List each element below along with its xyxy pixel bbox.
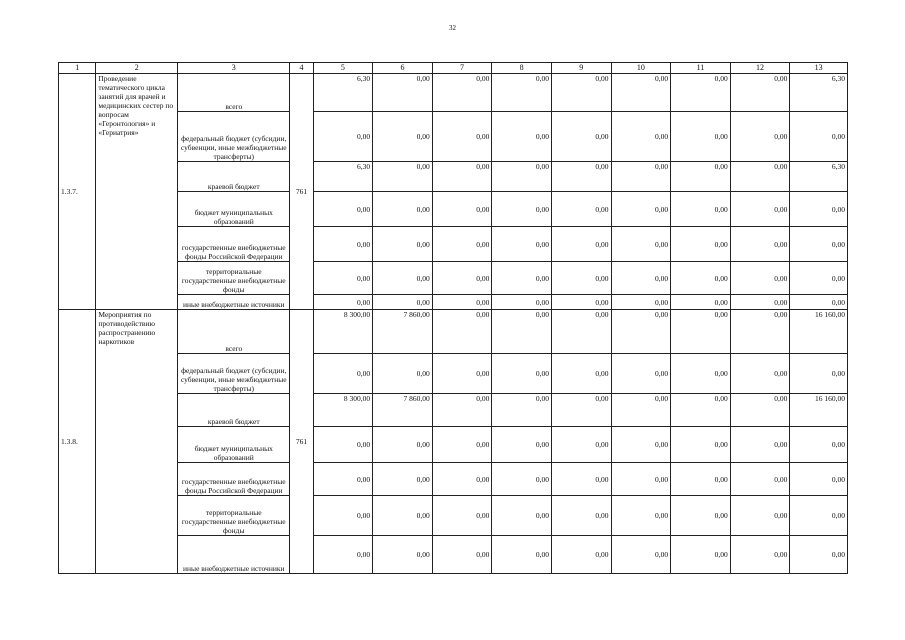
value-cell: 16 160,00 xyxy=(790,310,848,354)
value-cell: 0,00 xyxy=(551,162,611,192)
value-cell: 0,00 xyxy=(611,310,671,354)
value-cell: 0,00 xyxy=(730,162,790,192)
table-row xyxy=(59,496,848,536)
value-cell: 0,00 xyxy=(671,74,731,112)
value-cell: 0,00 xyxy=(671,536,731,574)
column-number-11: 11 xyxy=(671,63,731,74)
value-cell: 0,00 xyxy=(492,463,552,496)
value-cell: 0,00 xyxy=(313,536,373,574)
funding-source: государственные внебюджетные фонды Российской Федерации xyxy=(178,463,290,496)
value-cell: 0,00 xyxy=(373,192,433,227)
value-cell: 0,00 xyxy=(313,295,373,310)
value-cell: 0,00 xyxy=(313,192,373,227)
value-cell: 0,00 xyxy=(432,192,492,227)
column-number-row xyxy=(59,63,848,74)
table-row xyxy=(59,192,848,227)
column-number-5: 5 xyxy=(313,63,373,74)
value-cell: 0,00 xyxy=(373,354,433,394)
section-code: 1.3.7. xyxy=(59,74,96,310)
value-cell: 0,00 xyxy=(313,463,373,496)
funding-source: территориальные государственные внебюджетные фонды xyxy=(178,496,290,536)
value-cell: 0,00 xyxy=(730,427,790,463)
table-row xyxy=(59,354,848,394)
value-cell: 0,00 xyxy=(551,295,611,310)
value-cell: 0,00 xyxy=(611,496,671,536)
section-code: 1.3.8. xyxy=(59,310,96,574)
value-cell: 0,00 xyxy=(551,463,611,496)
value-cell: 0,00 xyxy=(730,394,790,427)
value-cell: 0,00 xyxy=(790,536,848,574)
value-cell: 0,00 xyxy=(671,496,731,536)
value-cell: 6,30 xyxy=(790,162,848,192)
value-cell: 0,00 xyxy=(432,354,492,394)
table-row xyxy=(59,295,848,310)
value-cell: 0,00 xyxy=(432,310,492,354)
value-cell: 0,00 xyxy=(313,112,373,162)
value-cell: 0,00 xyxy=(730,310,790,354)
column-number-3: 3 xyxy=(178,63,290,74)
table-row xyxy=(59,227,848,262)
value-cell: 0,00 xyxy=(730,295,790,310)
value-cell: 0,00 xyxy=(671,162,731,192)
value-cell: 0,00 xyxy=(611,74,671,112)
value-cell: 0,00 xyxy=(492,74,552,112)
value-cell: 0,00 xyxy=(373,112,433,162)
value-cell: 0,00 xyxy=(373,295,433,310)
value-cell: 0,00 xyxy=(492,354,552,394)
value-cell: 0,00 xyxy=(730,496,790,536)
value-cell: 0,00 xyxy=(492,310,552,354)
funding-source: государственные внебюджетные фонды Российской Федерации xyxy=(178,227,290,262)
column-number-6: 6 xyxy=(373,63,433,74)
value-cell: 0,00 xyxy=(492,227,552,262)
funding-source: бюджет муниципальных образований xyxy=(178,192,290,227)
value-cell: 0,00 xyxy=(432,262,492,295)
value-cell: 6,30 xyxy=(313,162,373,192)
value-cell: 0,00 xyxy=(611,463,671,496)
column-number-10: 10 xyxy=(611,63,671,74)
value-cell: 6,30 xyxy=(313,74,373,112)
column-number-4: 4 xyxy=(290,63,313,74)
value-cell: 0,00 xyxy=(432,496,492,536)
section-title: Проведение тематического цикла занятий для врачей и медицинских сестер по вопросам «Геронтология» и «Гериатрия» xyxy=(96,74,178,310)
value-cell: 0,00 xyxy=(432,536,492,574)
table-row xyxy=(59,536,848,574)
value-cell: 0,00 xyxy=(671,112,731,162)
value-cell: 0,00 xyxy=(551,354,611,394)
value-cell: 0,00 xyxy=(611,112,671,162)
value-cell: 0,00 xyxy=(432,463,492,496)
value-cell: 0,00 xyxy=(671,192,731,227)
value-cell: 0,00 xyxy=(373,262,433,295)
value-cell: 0,00 xyxy=(611,354,671,394)
value-cell: 0,00 xyxy=(730,227,790,262)
value-cell: 0,00 xyxy=(492,394,552,427)
table-row xyxy=(59,394,848,427)
value-cell: 0,00 xyxy=(373,463,433,496)
value-cell: 0,00 xyxy=(790,354,848,394)
funding-source: иные внебюджетные источники xyxy=(178,295,290,310)
column-number-12: 12 xyxy=(730,63,790,74)
value-cell: 0,00 xyxy=(492,162,552,192)
value-cell: 0,00 xyxy=(373,162,433,192)
column-number-9: 9 xyxy=(551,63,611,74)
value-cell: 0,00 xyxy=(611,262,671,295)
value-cell: 0,00 xyxy=(492,496,552,536)
value-cell: 0,00 xyxy=(492,192,552,227)
value-cell: 7 860,00 xyxy=(373,310,433,354)
value-cell: 0,00 xyxy=(551,394,611,427)
table-row xyxy=(59,427,848,463)
value-cell: 0,00 xyxy=(313,496,373,536)
funding-source: всего xyxy=(178,310,290,354)
value-cell: 0,00 xyxy=(551,427,611,463)
value-cell: 0,00 xyxy=(492,427,552,463)
value-cell: 0,00 xyxy=(790,496,848,536)
value-cell: 16 160,00 xyxy=(790,394,848,427)
grbs-code: 761 xyxy=(290,310,313,574)
value-cell: 0,00 xyxy=(551,192,611,227)
value-cell: 0,00 xyxy=(611,192,671,227)
funding-source: всего xyxy=(178,74,290,112)
value-cell: 0,00 xyxy=(790,227,848,262)
value-cell: 0,00 xyxy=(432,394,492,427)
table-row xyxy=(59,162,848,192)
value-cell: 0,00 xyxy=(551,262,611,295)
value-cell: 0,00 xyxy=(671,427,731,463)
column-number-13: 13 xyxy=(790,63,848,74)
funding-source: территориальные государственные внебюджетные фонды xyxy=(178,262,290,295)
column-number-2: 2 xyxy=(96,63,178,74)
value-cell: 0,00 xyxy=(551,112,611,162)
funding-source: краевой бюджет xyxy=(178,394,290,427)
value-cell: 0,00 xyxy=(432,295,492,310)
value-cell: 0,00 xyxy=(551,310,611,354)
table-row xyxy=(59,463,848,496)
value-cell: 0,00 xyxy=(373,74,433,112)
value-cell: 0,00 xyxy=(671,463,731,496)
value-cell: 0,00 xyxy=(790,463,848,496)
table-row xyxy=(59,112,848,162)
column-number-8: 8 xyxy=(492,63,552,74)
value-cell: 0,00 xyxy=(730,112,790,162)
value-cell: 0,00 xyxy=(492,295,552,310)
value-cell: 0,00 xyxy=(313,262,373,295)
column-number-1: 1 xyxy=(59,63,96,74)
value-cell: 0,00 xyxy=(432,427,492,463)
table-row xyxy=(59,262,848,295)
grbs-code: 761 xyxy=(290,74,313,310)
value-cell: 0,00 xyxy=(373,427,433,463)
value-cell: 0,00 xyxy=(730,536,790,574)
value-cell: 0,00 xyxy=(492,262,552,295)
funding-source: федеральный бюджет (субсидии, субвенции, иные межбюджетные трансферты) xyxy=(178,112,290,162)
value-cell: 0,00 xyxy=(313,427,373,463)
value-cell: 0,00 xyxy=(611,536,671,574)
value-cell: 0,00 xyxy=(790,192,848,227)
table-row xyxy=(59,74,848,112)
value-cell: 0,00 xyxy=(790,112,848,162)
value-cell: 0,00 xyxy=(611,162,671,192)
page-number: 32 xyxy=(449,24,456,32)
budget-table xyxy=(58,62,848,574)
value-cell: 0,00 xyxy=(730,463,790,496)
value-cell: 0,00 xyxy=(492,112,552,162)
value-cell: 0,00 xyxy=(671,262,731,295)
value-cell: 8 300,00 xyxy=(313,394,373,427)
value-cell: 0,00 xyxy=(671,354,731,394)
funding-source: краевой бюджет xyxy=(178,162,290,192)
value-cell: 0,00 xyxy=(432,162,492,192)
value-cell: 0,00 xyxy=(611,394,671,427)
value-cell: 0,00 xyxy=(432,227,492,262)
value-cell: 0,00 xyxy=(313,227,373,262)
funding-source: иные внебюджетные источники xyxy=(178,536,290,574)
value-cell: 0,00 xyxy=(432,74,492,112)
value-cell: 0,00 xyxy=(730,262,790,295)
value-cell: 0,00 xyxy=(551,227,611,262)
value-cell: 6,30 xyxy=(790,74,848,112)
value-cell: 0,00 xyxy=(790,427,848,463)
value-cell: 0,00 xyxy=(611,227,671,262)
value-cell: 0,00 xyxy=(551,536,611,574)
value-cell: 0,00 xyxy=(730,74,790,112)
value-cell: 0,00 xyxy=(671,394,731,427)
value-cell: 0,00 xyxy=(730,354,790,394)
value-cell: 0,00 xyxy=(611,295,671,310)
value-cell: 0,00 xyxy=(671,227,731,262)
value-cell: 0,00 xyxy=(432,112,492,162)
funding-source: федеральный бюджет (субсидии, субвенции, иные межбюджетные трансферты) xyxy=(178,354,290,394)
value-cell: 8 300,00 xyxy=(313,310,373,354)
value-cell: 0,00 xyxy=(790,262,848,295)
table-row xyxy=(59,310,848,354)
value-cell: 0,00 xyxy=(611,427,671,463)
column-number-7: 7 xyxy=(432,63,492,74)
value-cell: 0,00 xyxy=(730,192,790,227)
value-cell: 0,00 xyxy=(671,295,731,310)
value-cell: 7 860,00 xyxy=(373,394,433,427)
value-cell: 0,00 xyxy=(492,536,552,574)
value-cell: 0,00 xyxy=(551,496,611,536)
value-cell: 0,00 xyxy=(790,295,848,310)
value-cell: 0,00 xyxy=(313,354,373,394)
section-title: Мероприятия по противодействию распространению наркотиков xyxy=(96,310,178,574)
value-cell: 0,00 xyxy=(551,74,611,112)
value-cell: 0,00 xyxy=(671,310,731,354)
value-cell: 0,00 xyxy=(373,536,433,574)
funding-source: бюджет муниципальных образований xyxy=(178,427,290,463)
value-cell: 0,00 xyxy=(373,496,433,536)
value-cell: 0,00 xyxy=(373,227,433,262)
